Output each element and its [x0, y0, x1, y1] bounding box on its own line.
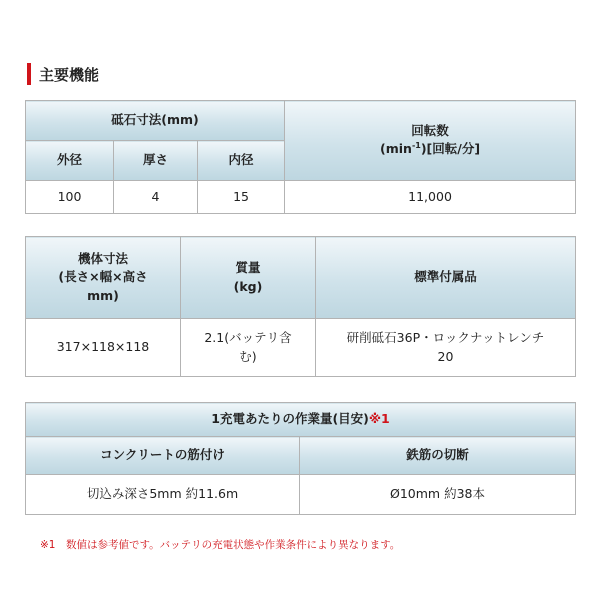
workload-table [25, 402, 576, 515]
dimensions-header-line2: (長さ×幅×高さ [58, 269, 148, 285]
mass-header-line2: (kg) [233, 278, 263, 294]
heading-accent-bar [27, 63, 31, 85]
rebar-cutting-header: 鉄筋の切断 [300, 437, 576, 475]
rpm-header-post: )[回転/分] [420, 141, 481, 157]
wheel-size-header: 砥石寸法(mm) [26, 101, 285, 141]
workload-header [26, 403, 576, 437]
dimensions-header-line1: 機体寸法 [77, 251, 128, 267]
mass-value-line1: 2.1(バッテリ含 [204, 330, 292, 346]
rpm-value: 11,000 [285, 181, 576, 214]
dimensions-header-line3: mm) [87, 287, 119, 303]
rpm-header [285, 101, 576, 181]
accessories-value [316, 319, 576, 377]
mass-value [181, 319, 316, 377]
concrete-grooving-header: コンクリートの筋付け [26, 437, 300, 475]
accessories-value-line2: 20 [437, 348, 454, 364]
thickness-header: 厚さ [114, 141, 198, 181]
inner-diameter-value: 15 [198, 181, 285, 214]
wheel-spec-table [25, 100, 576, 214]
body-spec-table [25, 236, 576, 377]
rebar-cutting-value: Ø10mm 約38本 [300, 475, 576, 515]
workload-note-mark: ※1 [368, 411, 390, 427]
outer-diameter-value: 100 [26, 181, 114, 214]
rpm-header-sup: -1 [411, 141, 421, 151]
workload-header-text: 1充電あたりの作業量(目安) [211, 411, 369, 427]
mass-value-line2: む) [239, 348, 257, 364]
concrete-grooving-value: 切込み深さ5mm 約11.6m [26, 475, 300, 515]
accessories-header: 標準付属品 [316, 237, 576, 319]
thickness-value: 4 [114, 181, 198, 214]
footnote: ※1 数値は参考値です。バッテリの充電状態や作業条件により異なります。 [40, 539, 401, 551]
page-title: 主要機能 [39, 65, 100, 84]
rpm-header-line2 [285, 140, 575, 158]
rpm-header-line1: 回転数 [411, 123, 449, 139]
mass-header [181, 237, 316, 319]
inner-diameter-header: 内径 [198, 141, 285, 181]
accessories-value-line1: 研削砥石36P・ロックナットレンチ [346, 330, 545, 346]
outer-diameter-header: 外径 [26, 141, 114, 181]
rpm-header-pre: (min [380, 141, 412, 157]
dimensions-value: 317×118×118 [26, 319, 181, 377]
dimensions-header [26, 237, 181, 319]
mass-header-line1: 質量 [235, 260, 261, 276]
section-heading [27, 62, 99, 86]
